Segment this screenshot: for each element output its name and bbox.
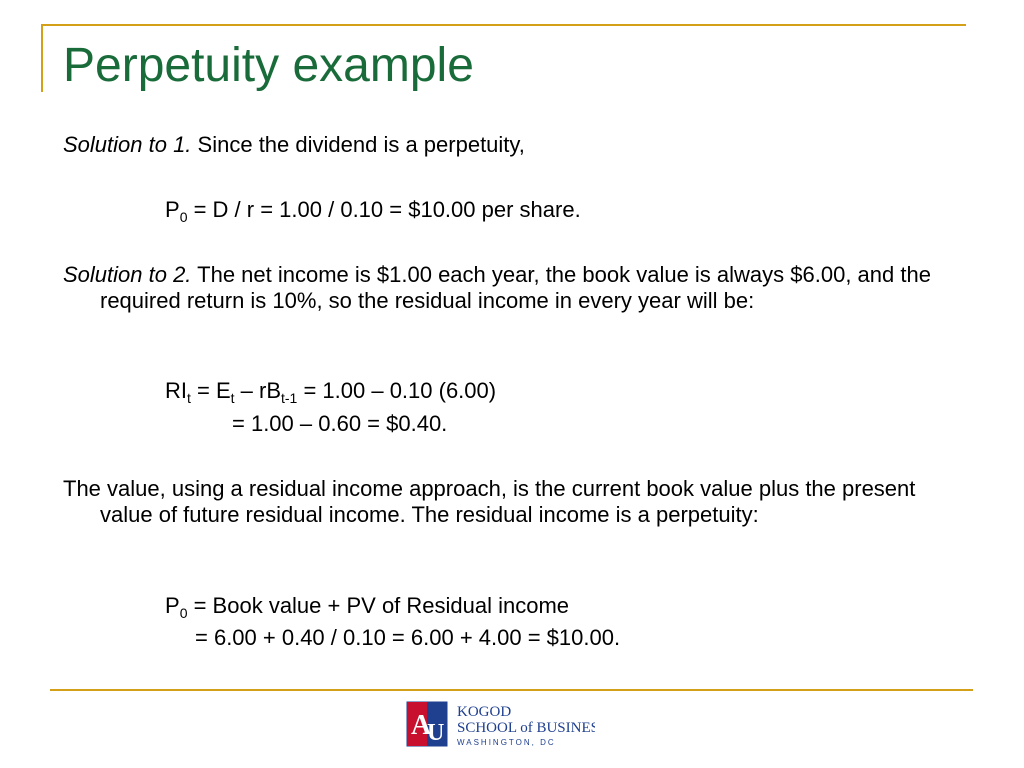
eq2-ri-sub: t <box>187 390 191 406</box>
eq1-rest: = D / r = 1.00 / 0.10 = $10.00 per share. <box>187 197 581 222</box>
eq3-p-sub: 0 <box>179 605 188 621</box>
logo-line-1: KOGOD <box>457 704 512 720</box>
solution-1-lead: Solution to 1. <box>63 132 192 157</box>
eq1-p-sub: 0 <box>179 209 188 225</box>
top-frame-rule <box>41 24 966 26</box>
eq2-e-sub: t <box>230 390 235 406</box>
footer-rule <box>50 689 973 691</box>
equation-book-value-result: = 6.00 + 0.40 / 0.10 = 6.00 + 4.00 = $10.00. <box>195 625 621 650</box>
svg-text:U: U <box>427 720 445 746</box>
solution-2-paragraph <box>63 262 963 314</box>
valuation-text: The value, using a residual income approach, is the current book value plus the present value of future residual income. The residual income is a perpetuity: <box>63 476 916 527</box>
logo-line-3: WASHINGTON, DC <box>457 738 556 747</box>
equation-book-value <box>165 593 569 619</box>
svg-text:A: A <box>411 710 432 741</box>
eq2-ri: RI <box>165 378 187 403</box>
eq2-e: = E <box>190 378 231 403</box>
valuation-paragraph <box>63 476 963 528</box>
eq3-rest: = Book value + PV of Residual income <box>187 593 570 618</box>
eq1-p: P <box>165 197 180 222</box>
equation-perpetuity <box>165 197 581 223</box>
logo-line-2: SCHOOL of BUSINESS <box>457 720 595 736</box>
solution-1-text: Since the dividend is a perpetuity, <box>191 132 525 157</box>
eq2-rb: – rB <box>234 378 281 403</box>
equation-residual-income <box>165 378 496 404</box>
solution-2-lead: Solution to 2. <box>63 262 192 287</box>
eq2-rb-sub: t-1 <box>281 390 298 406</box>
eq2-rest: = 1.00 – 0.10 (6.00) <box>297 378 497 403</box>
solution-1-paragraph <box>63 132 963 158</box>
au-logo-icon <box>405 700 595 748</box>
solution-2-text: The net income is $1.00 each year, the book value is always $6.00, and the required return is 10%, so the residual income in every year will be: <box>100 262 931 313</box>
eq3-p: P <box>165 593 180 618</box>
equation-residual-income-result: = 1.00 – 0.60 = $0.40. <box>232 411 448 436</box>
kogod-logo <box>405 700 595 748</box>
slide-title: Perpetuity example <box>63 39 474 92</box>
left-frame-rule <box>41 24 43 92</box>
